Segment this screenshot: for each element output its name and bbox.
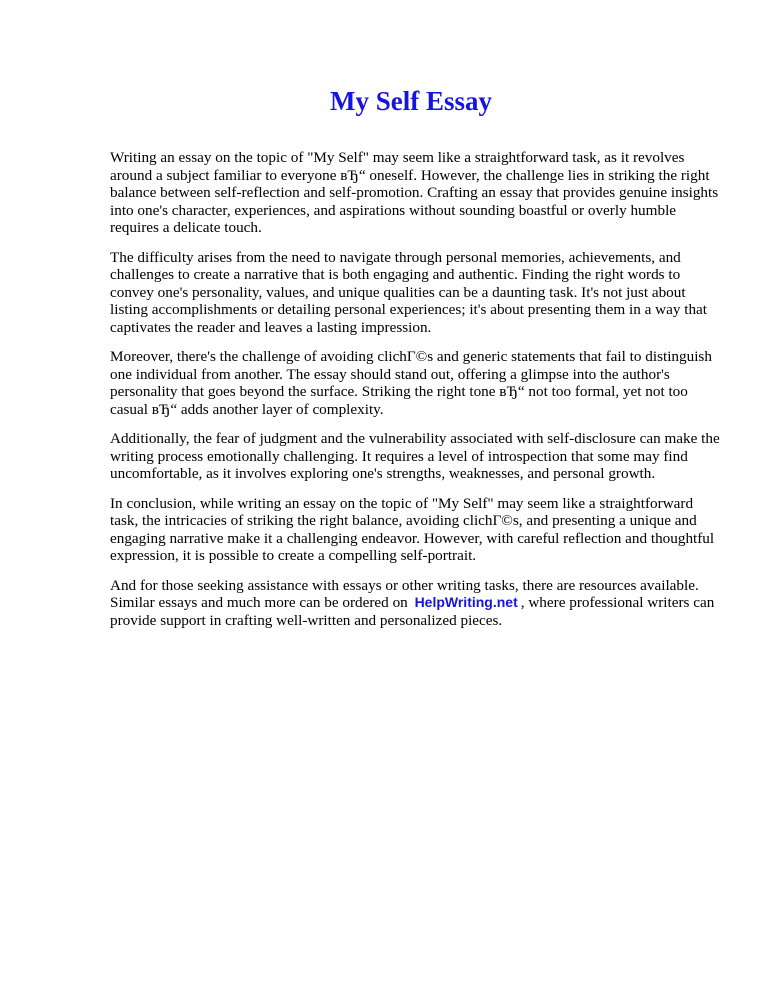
final-paragraph-text: And for those seeking assistance with essays or other writing tasks, there are resources available. Similar essays and much more can be ordered on: [110, 576, 699, 611]
final-paragraph-tail: , where professional writers can provide support in crafting well-written and personalized pieces.: [110, 594, 715, 629]
paragraph-1: Writing an essay on the topic of "My Self" may seem like a straightforward task, as it revolves around a subject familiar to everyone вЂ“ oneself. However, the challenge lies in striking the right balance between self-reflection and self-promotion. Crafting an essay that provides genuine insights into one's character, experiences, and aspirations without sounding boastful or overly humble requires a delicate touch.: [110, 149, 719, 236]
paragraph-5: In conclusion, while writing an essay on the topic of "My Self" may seem like a straightforward task, the intricacies of striking the right balance, avoiding clichГ©s, and presenting a unique and engaging narrative make it a challenging endeavor. However, with careful reflection and thoughtful expression, it is possible to create a compelling self-portrait.: [110, 494, 715, 564]
essay-body: [110, 149, 720, 641]
paragraph-3: Moreover, there's the challenge of avoiding clichГ©s and generic statements that fail to distinguish one individual from another. The essay should stand out, offering a glimpse into the author's personality that goes beyond the surface. Striking the right tone вЂ“ not too formal, yet not too casual вЂ“ adds another layer of complexity.: [110, 348, 712, 418]
paragraph-2: The difficulty arises from the need to navigate through personal memories, achievements, and challenges to create a narrative that is both engaging and authentic. Finding the right words to convey one's personality, values, and unique qualities can be a daunting task. It's not just about listing accomplishments or detailing personal experiences; it's about presenting them in a way that captivates the reader and leaves a lasting impression.: [110, 248, 708, 336]
helpwriting-link[interactable]: HelpWriting.net: [414, 594, 518, 610]
paragraph-final: [110, 577, 720, 630]
page-title: My Self Essay: [330, 86, 492, 116]
paragraph-4: Additionally, the fear of judgment and the vulnerability associated with self-disclosure can make the writing process emotionally challenging. It requires a level of introspection that some may find uncomfortable, as it involves exploring one's strengths, weaknesses, and personal growth.: [110, 430, 720, 482]
